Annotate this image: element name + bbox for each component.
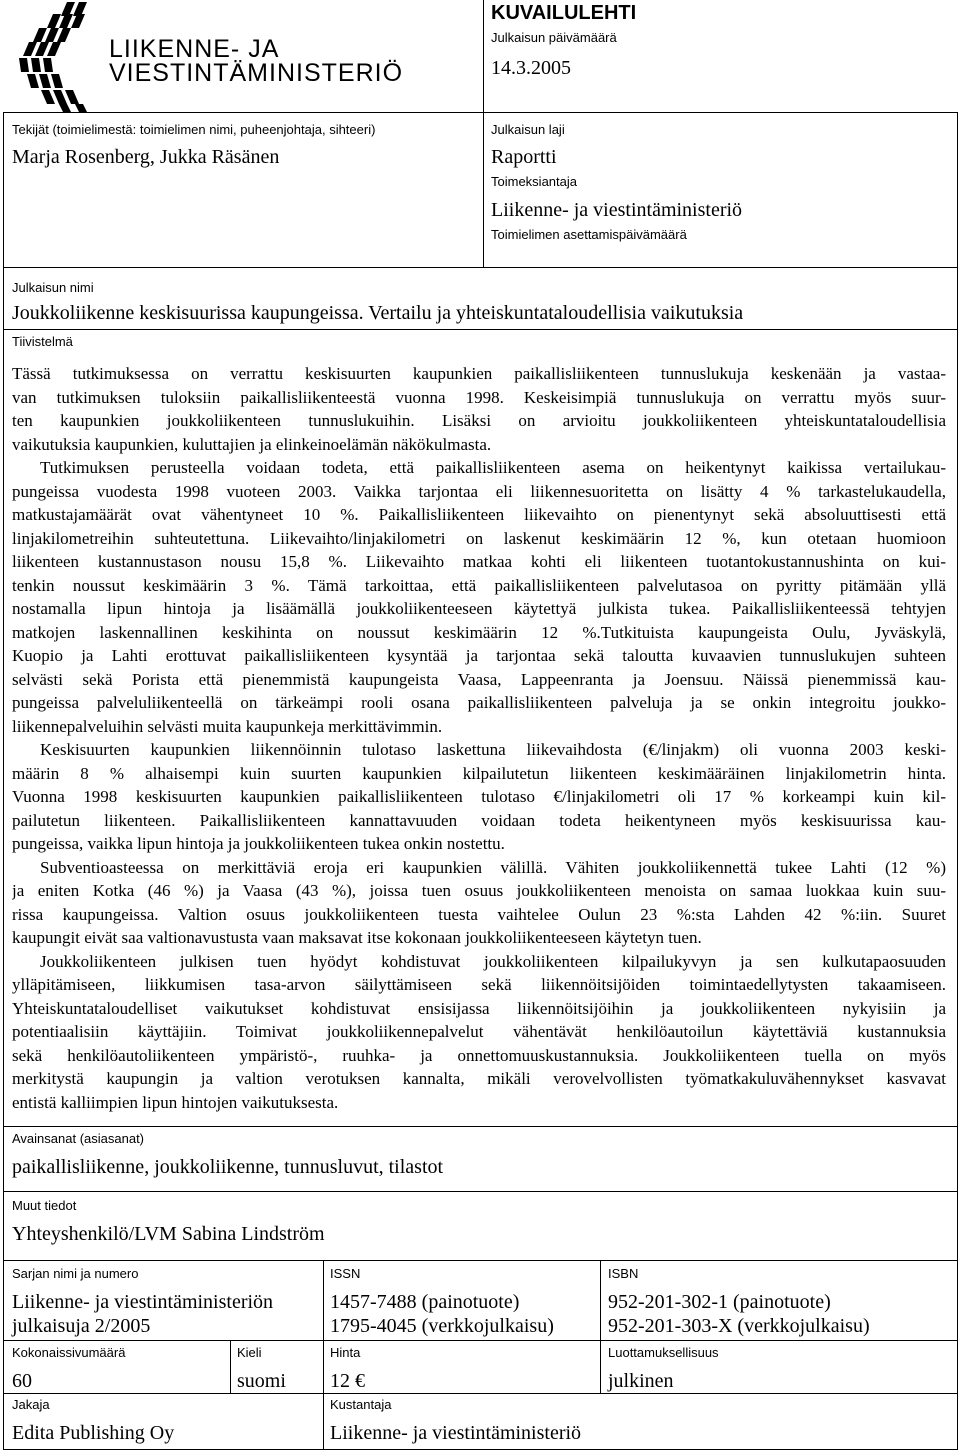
abstract-line: ylläpitämiseen, liikkumisen tasa-arvon säilyttämiseen sekä liikennöitsijöiden toimintaedellytysten takaamiseen. <box>12 975 946 994</box>
abstract-line: matkojen laskennallinen keskihinta on noussut keskimäärin 12 %.Tutkituista kaupungeista Oulu, Jyväskylä, <box>12 622 946 642</box>
series-label: Sarjan nimi ja numero <box>12 1266 139 1281</box>
series-value-line-1: Liikenne- ja viestintäministeriön <box>12 1291 274 1313</box>
abstract-line: merkitystä kaupungin ja valtion verotuksen kannalta, mikäli verovelvollisten työmatkakuluvähennykset kasvavat <box>12 1069 946 1088</box>
confidentiality-label: Luottamuksellisuus <box>608 1345 719 1360</box>
page-count-value: 60 <box>12 1370 32 1392</box>
keywords-label: Avainsanat (asiasanat) <box>12 1131 145 1146</box>
abstract-body <box>12 362 946 1114</box>
logo-line-1: LIIKENNE- JA <box>109 35 280 63</box>
grid-hline-1 <box>3 1340 958 1341</box>
abstract-line: van tutkimuksen tuloksiin paikallisliikenteestä vuonna 1998. Keskeisimpiä tunnuslukuja on verrattu myös suur- <box>12 387 946 407</box>
isbn-label: ISBN <box>608 1266 639 1281</box>
logo-line-2: VIESTINTÄMINISTERIÖ <box>109 59 404 87</box>
commissioner-label: Toimeksiantaja <box>491 174 577 189</box>
publication-type-label: Julkaisun laji <box>491 122 565 137</box>
grid-vline-3 <box>230 1340 231 1393</box>
publication-title: Joukkoliikenne keskisuurissa kaupungeissa. Vertailu ja yhteiskuntataloudellisia vaikutuksia <box>12 302 744 324</box>
grid-hline-2 <box>3 1393 958 1394</box>
abstract-line: sekä henkilöautoliikenteen ympäristö-, ruuhka- ja onnettomuuskustannuksia. Joukkoliikenteen tuella on myös <box>12 1045 946 1065</box>
issn-label: ISSN <box>330 1266 361 1281</box>
abstract-line: pungeissa vuodesta 1998 vuoteen 2003. Vaikka tarjontaa eli liikennesuoritetta on lisätty 4 % tarkastelukaudella, <box>12 481 946 501</box>
abstract-line: Keskisuurten kaupunkien liikennöinnin tulotaso laskettuna liikevaihdosta (€/linjakm) oli vuonna 2003 keski- <box>40 740 946 759</box>
distributor-label: Jakaja <box>12 1397 50 1412</box>
language-label: Kieli <box>237 1345 262 1360</box>
price-label: Hinta <box>330 1345 361 1360</box>
abstract-line: ten kaupunkien joukkoliikenteen tunnuslukuihin. Lisäksi on arvioitu joukkoliikenteen yhteiskuntataloudellisia <box>12 411 946 430</box>
publication-date-value: 14.3.2005 <box>491 57 571 79</box>
authors-value: Marja Rosenberg, Jukka Räsänen <box>12 146 280 168</box>
price-value: 12 € <box>330 1370 365 1392</box>
grid-vline-1 <box>323 1260 324 1450</box>
grid-vline-4 <box>600 1340 601 1393</box>
abstract-line: kaupungit eivät saa valtionavustusta vaan maksavat itse kokonaan joukkoliikenteeseen käytetyn tuen. <box>12 928 702 947</box>
page-count-label: Kokonaissivumäärä <box>12 1345 126 1360</box>
abstract-line: Yhteiskuntataloudelliset vaikutukset kohdistuvat ensisijassa liikennöitsijöihin ja joukkoliikenteen nykyisiin ja <box>12 998 946 1018</box>
abstract-line: Subventioasteessa on merkittäviä eroja eri kaupunkien välillä. Vähiten joukkoliikennettä tukee Lahti (12 %) <box>40 857 946 877</box>
abstract-line: ja eniten Kotka (46 %) ja Vaasa (43 %), joissa tuen osuus joukkoliikenteen menoista on samaa luokkaa kuin suu- <box>12 881 946 900</box>
abstract-line: rissa kaupungeissa. Valtion osuus joukkoliikenteen tuesta vaihtelee Oulun 23 %:sta Lahden 42 %:iin. Suuret <box>12 904 946 924</box>
ministry-logo <box>13 0 473 112</box>
abstract-line: Joukkoliikenteen julkisen tuen hyödyt kohdistuvat joukkoliikenteen kilpailukyvyn ja sen kulkutapaosuuden <box>40 951 946 971</box>
distributor-value: Edita Publishing Oy <box>12 1422 175 1444</box>
commissioner-value: Liikenne- ja viestintäministeriö <box>491 199 743 221</box>
grid-vline-2 <box>600 1260 601 1340</box>
abstract-line: matkustajamäärät ovat vähentyneet 10 %. Paikallisliikenteen liikevaihto on pienentynyt sekä absoluuttisesti että <box>12 505 946 524</box>
confidentiality-value: julkinen <box>608 1370 674 1392</box>
keywords-value: paikallisliikenne, joukkoliikenne, tunnusluvut, tilastot <box>12 1156 444 1178</box>
isbn-value-line-2: 952-201-303-X (verkkojulkaisu) <box>608 1315 870 1337</box>
publication-date-label: Julkaisun päivämäärä <box>491 30 617 45</box>
language-value: suomi <box>237 1370 286 1392</box>
issn-value-line-1: 1457-7488 (painotuote) <box>330 1291 520 1313</box>
abstract-line: nostamalla lipun hintoja ja lisäämällä joukkoliikenteeseen käytettyä julkista tukea. Paikallisliikenteessä tehtyjen <box>12 599 946 618</box>
abstract-line: vaikutuksia kaupunkien, kuluttajien ja elinkeinoelämän näkökulmasta. <box>12 434 492 454</box>
abstract-label: Tiivistelmä <box>12 334 73 349</box>
abstract-line: Kuopio ja Lahti erottuvat paikallisliikenteen kysyntää ja tarjontaa sekä taloutta kuvaavien tunnuslukujen suhteen <box>12 646 946 665</box>
authors-label: Tekijät (toimielimestä: toimielimen nimi, puheenjohtaja, sihteeri) <box>12 122 376 137</box>
series-value-line-2: julkaisuja 2/2005 <box>12 1315 151 1337</box>
abstract-line: pungeissa palveluliikenteellä on tärkeämpi rooli osana paikallisliikenteen palveluja ja se onkin integroitu joukko- <box>12 693 946 712</box>
abstract-line: määrin 8 % alhaisempi kuin suurten kaupunkien kilpailutetun liikenteen keskimääräinen linjakilometrin hinta. <box>12 763 946 783</box>
title-divider <box>3 329 958 330</box>
abstract-line: potentiaalisiin käyttäjiin. Toimivat joukkoliikennepalvelut vähentävät henkilöautoilun käytettäviä kustannuksia <box>12 1022 946 1041</box>
abstract-line: Vuonna 1998 keskisuurten kaupunkien paikallisliikenteen tulotaso €/linjakilometri oli 17 % korkeampi kuin kil- <box>12 787 946 806</box>
abstract-line: pungeissa, vaikka lipun hintoja ja joukkoliikenteen tukea onkin nostettu. <box>12 834 505 853</box>
abstract-line: Tutkimuksen perusteella voidaan todeta, että paikallisliikenteen asema on heikentynyt kaikissa vertailukau- <box>40 458 946 477</box>
other-info-label: Muut tiedot <box>12 1198 77 1213</box>
issn-value-line-2: 1795-4045 (verkkojulkaisu) <box>330 1315 554 1337</box>
setup-date-label: Toimielimen asettamispäivämäärä <box>491 227 687 242</box>
abstract-line: linjakilometreihin suhteutettuna. Liikevaihto/linjakilometri on laskenut keskimäärin 12 %, kun otetaan huomioon <box>12 528 946 548</box>
authors-divider <box>483 0 484 268</box>
abstract-line: pailutetun liikenteen. Paikallisliikenteen kannattavuuden voidaan todeta heikentyneen myös keskisuurissa kau- <box>12 810 946 830</box>
abstract-line: liikennepalveluihin selvästi muita kaupunkeja merkittävimmin. <box>12 716 443 736</box>
publisher-value: Liikenne- ja viestintäministeriö <box>330 1422 582 1444</box>
abstract-line: liikenteen kustannustason nousu 15,8 %. Liikevaihto matkaa kohti eli liikenteen tuotantokustannushinta on kui- <box>12 552 946 571</box>
abstract-line: selvästi sekä Porista että pienemmistä kaupungeista Vaasa, Lappeenranta ja Joensuu. Näissä pienemmissä kau- <box>12 669 946 689</box>
publication-type-value: Raportti <box>491 146 557 168</box>
abstract-line: entistä kalliimpien lipun hintojen vaikutuksesta. <box>12 1092 339 1112</box>
other-info-value: Yhteyshenkilö/LVM Sabina Lindström <box>12 1223 325 1245</box>
abstract-line: tenkin noussut keskimäärin 3 %. Tämä tarkoittaa, että paikallisliikenteen palvelutasoa on pyritty pitämään yllä <box>12 575 946 595</box>
publisher-label: Kustantaja <box>330 1397 392 1412</box>
abstract-line: Tässä tutkimuksessa on verrattu keskisuurten kaupunkien paikallisliikenteen tunnuslukuja keskenään ja vastaa- <box>12 364 946 383</box>
title-label: Julkaisun nimi <box>12 280 94 295</box>
ministry-stripes-logo-icon <box>13 0 105 112</box>
document-type: KUVAILULEHTI <box>491 2 637 24</box>
description-sheet <box>3 0 958 1450</box>
isbn-value-line-1: 952-201-302-1 (painotuote) <box>608 1291 831 1313</box>
